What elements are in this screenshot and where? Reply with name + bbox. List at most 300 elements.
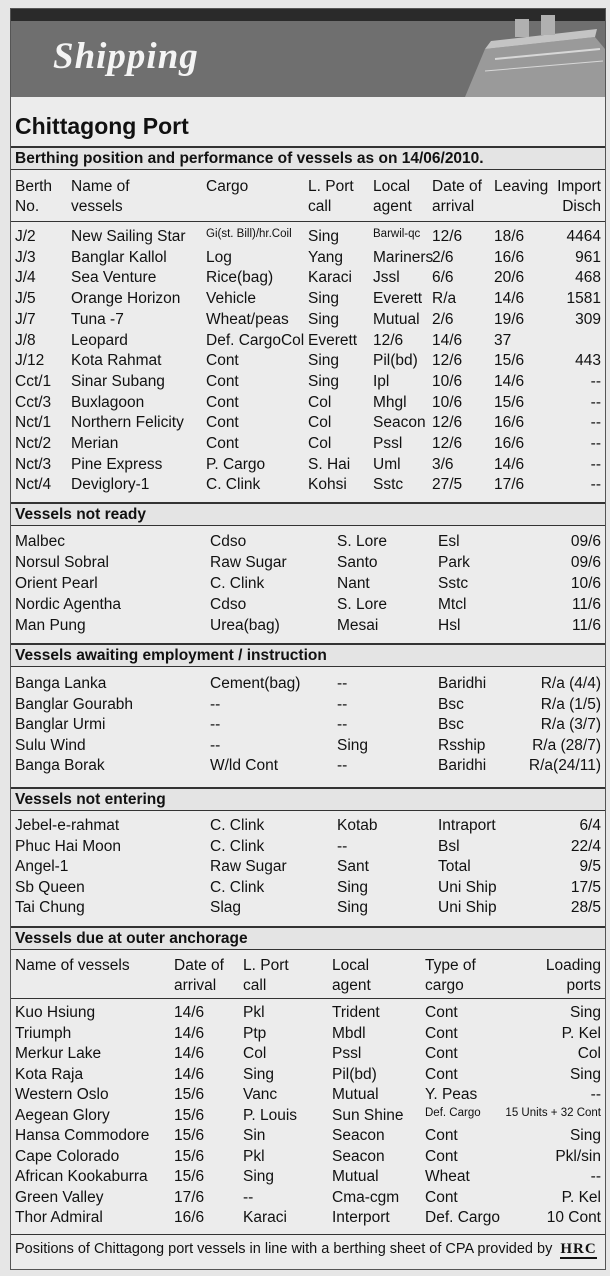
cell: Cma-cgm: [332, 1188, 400, 1206]
cell: Cont: [425, 1024, 458, 1042]
cell: Angel-1: [15, 858, 69, 876]
cell: Gi(st. Bill)/hr.Coil: [206, 228, 292, 240]
cell: Karaci: [243, 1209, 287, 1226]
table-row: [11, 899, 605, 919]
table-row: [11, 1127, 605, 1147]
cell: S. Hai: [308, 455, 351, 473]
cell: Kuo Hsiung: [15, 1004, 96, 1021]
cell: Seacon: [332, 1127, 385, 1144]
cell: Seacon: [373, 414, 426, 432]
table-row: [11, 596, 605, 616]
cell: Trident: [332, 1004, 380, 1021]
column-header: Disch: [562, 198, 601, 215]
cell: 19/6: [494, 310, 525, 328]
cell: Cement(bag): [210, 675, 301, 692]
cell: Bsl: [438, 837, 460, 855]
column-header: Leaving: [494, 178, 549, 195]
cell: Hansa Commodore: [15, 1127, 150, 1144]
cell: --: [590, 476, 601, 494]
cell: J/3: [15, 248, 36, 266]
cell: Western Oslo: [15, 1086, 109, 1103]
cell: 17/6: [174, 1188, 205, 1206]
cell: 15/6: [174, 1086, 205, 1103]
cell: Kota Rahmat: [71, 352, 162, 370]
banner-title: Shipping: [53, 36, 199, 77]
cell: 27/5: [432, 476, 463, 494]
cell: Banglar Kallol: [71, 248, 167, 266]
cell: Y. Peas: [425, 1086, 478, 1103]
header-rule: [11, 221, 605, 222]
cell: Karaci: [308, 269, 352, 287]
column-header: Local: [332, 957, 370, 974]
cell: Orient Pearl: [15, 575, 98, 592]
cell: --: [337, 757, 348, 775]
cell: Northern Felicity: [71, 414, 184, 432]
cell: 11/6: [571, 617, 601, 634]
cell: Rsship: [438, 736, 486, 754]
cell: Sinar Subang: [71, 372, 165, 390]
cell: 15/6: [174, 1106, 205, 1124]
cell: Banglar Urmi: [15, 716, 106, 734]
cell: 16/6: [174, 1209, 205, 1226]
table-row: [11, 737, 605, 757]
cell: Sing: [569, 1127, 601, 1144]
cell: 14/6: [174, 1004, 205, 1021]
table-row: [11, 290, 605, 310]
cell: Orange Horizon: [71, 290, 181, 308]
cell: Mesai: [337, 617, 379, 634]
table-row: [11, 716, 605, 736]
table-row: [11, 1004, 605, 1024]
cell: 443: [575, 352, 601, 370]
table-row: [11, 879, 605, 899]
cell: Tai Chung: [15, 899, 85, 917]
cell: 09/6: [570, 554, 601, 571]
cell: 14/6: [174, 1065, 205, 1083]
cell: Vehicle: [206, 290, 256, 308]
cell: R/a: [432, 290, 457, 308]
cell: Sant: [337, 858, 369, 876]
table-row: [11, 675, 605, 695]
table-row: [11, 554, 605, 574]
cell: 1581: [566, 290, 601, 308]
cell: Interport: [332, 1209, 390, 1226]
cell: --: [590, 393, 601, 411]
cell: 2/6: [432, 310, 454, 328]
table-row: [11, 696, 605, 716]
cell: Park: [438, 554, 470, 571]
table-row: [11, 249, 605, 269]
table-row: [11, 1107, 605, 1127]
cell: J/4: [15, 269, 36, 287]
cell: 9/5: [579, 858, 601, 876]
cell: Esl: [438, 533, 460, 550]
table-row: [11, 1189, 605, 1209]
cell: Cont: [425, 1127, 458, 1144]
cell: Col: [243, 1045, 267, 1062]
cell: P. Cargo: [206, 455, 266, 473]
cell: 09/6: [570, 533, 601, 550]
column-header: arrival: [432, 198, 475, 215]
cell: Sing: [569, 1004, 601, 1021]
cell: Cct/3: [15, 393, 52, 411]
cell: Cont: [425, 1147, 458, 1165]
cell: Thor Admiral: [15, 1209, 103, 1226]
cell: Sing: [337, 736, 369, 754]
cell: --: [210, 716, 221, 734]
table-row: [11, 533, 605, 553]
footer-rule: [11, 1234, 605, 1235]
cell: 14/6: [174, 1024, 205, 1042]
column-header: Name of vessels: [15, 957, 130, 974]
cell: --: [590, 1168, 601, 1185]
cell: Cont: [425, 1045, 458, 1062]
table-row: [11, 1045, 605, 1065]
cell: 15/6: [174, 1147, 205, 1165]
cell: Ptp: [243, 1024, 267, 1042]
cell: --: [243, 1188, 254, 1206]
cell: Wheat: [425, 1168, 470, 1185]
column-header: call: [243, 977, 267, 994]
cell: --: [210, 695, 221, 713]
cell: P. Louis: [243, 1106, 298, 1124]
cell: 10/6: [432, 393, 463, 411]
cell: S. Lore: [337, 533, 387, 550]
cell: --: [210, 736, 221, 754]
cell: J/5: [15, 290, 36, 308]
cell: 16/6: [494, 248, 525, 266]
cell: 6/4: [579, 817, 601, 834]
cell: Merian: [71, 435, 119, 452]
cell: Cdso: [210, 596, 247, 613]
cell: Nct/4: [15, 476, 52, 494]
cell: 309: [575, 310, 601, 328]
column-header: Import: [557, 178, 601, 195]
cell: Kotab: [337, 817, 378, 834]
cell: Kota Raja: [15, 1065, 84, 1083]
cell: Urea(bag): [210, 617, 280, 634]
cell: Banglar Gourabh: [15, 695, 134, 713]
cell: Sstc: [438, 575, 469, 592]
column-header: Berth: [15, 178, 53, 195]
awaiting-heading: Vessels awaiting employment / instruction: [11, 643, 605, 667]
cell: Tuna -7: [71, 310, 124, 328]
cell: Uni Ship: [438, 899, 497, 917]
table-row: [11, 414, 605, 434]
cell: Raw Sugar: [210, 554, 287, 571]
table-row: [11, 757, 605, 777]
cell: Sing: [337, 899, 369, 917]
cell: Cont: [425, 1188, 458, 1206]
cell: 15/6: [174, 1168, 205, 1185]
cell: New Sailing Star: [71, 228, 186, 245]
cell: Jebel-e-rahmat: [15, 817, 120, 834]
cell: Mhgl: [373, 393, 407, 411]
cell: Triumph: [15, 1024, 72, 1042]
column-header: vessels: [71, 198, 123, 215]
column-header: cargo: [425, 977, 464, 994]
cell: Mutual: [332, 1168, 379, 1185]
cell: Pine Express: [71, 455, 163, 473]
cell: Def. Cargo: [425, 1106, 481, 1119]
cell: 14/6: [494, 372, 525, 390]
cell: 15/6: [174, 1127, 205, 1144]
outer-heading: Vessels due at outer anchorage: [11, 926, 605, 950]
cell: Mutual: [373, 310, 420, 328]
cell: Ipl: [373, 372, 390, 390]
cell: Man Pung: [15, 617, 86, 634]
table-row: [11, 228, 605, 248]
cell: C. Clink: [210, 837, 265, 855]
cell: Col: [577, 1045, 601, 1062]
footer-note: [15, 1241, 597, 1258]
cell: 18/6: [494, 228, 525, 245]
table-row: [11, 1209, 605, 1229]
cell: R/a (4/4): [540, 675, 601, 692]
cell: Cont: [206, 393, 239, 411]
column-header: Local: [373, 178, 411, 195]
cell: 468: [575, 269, 601, 287]
cell: Jssl: [373, 269, 400, 287]
table-row: [11, 435, 605, 455]
cell: 16/6: [494, 414, 525, 432]
table-row: [11, 269, 605, 289]
cell: Buxlagoon: [71, 393, 145, 411]
cell: R/a (1/5): [540, 695, 601, 713]
cell: 6/6: [432, 269, 454, 287]
cell: 12/6: [432, 435, 463, 452]
cell: 22/4: [570, 837, 601, 855]
cell: 17/6: [494, 476, 525, 494]
cell: J/12: [15, 352, 45, 370]
cell: 15 Units + 32 Cont: [505, 1106, 601, 1119]
cell: 10/6: [570, 575, 601, 592]
not-entering-heading: Vessels not entering: [11, 787, 605, 811]
berthing-heading: Berthing position and performance of vessels as on 14/06/2010.: [11, 146, 605, 170]
table-row: [11, 1168, 605, 1188]
cell: Pkl: [243, 1147, 265, 1165]
cell: Sb Queen: [15, 878, 85, 896]
cell: Nct/1: [15, 414, 52, 432]
cell: 14/6: [174, 1045, 205, 1062]
cell: Def. CargoCol: [206, 331, 305, 349]
table-row: [11, 332, 605, 352]
cell: Intraport: [438, 817, 496, 834]
table-row: [11, 838, 605, 858]
cell: J/8: [15, 331, 36, 349]
column-header: agent: [373, 198, 412, 215]
cell: Col: [308, 435, 332, 452]
cell: Norsul Sobral: [15, 554, 109, 571]
cell: 11/6: [571, 596, 601, 613]
cell: 17/5: [570, 878, 601, 896]
column-header: Date of: [432, 178, 482, 195]
cell: Nct/2: [15, 435, 52, 452]
cell: Cont: [206, 352, 239, 370]
cell: J/7: [15, 310, 36, 328]
table-row: [11, 311, 605, 331]
cell: Cont: [425, 1065, 458, 1083]
column-header: No.: [15, 198, 40, 215]
cell: Sing: [243, 1065, 275, 1083]
cell: Col: [308, 393, 332, 411]
cell: Malbec: [15, 533, 65, 550]
cell: Total: [438, 858, 471, 876]
cell: Mtcl: [438, 596, 467, 613]
cell: Banga Borak: [15, 757, 105, 775]
cell: Sing: [243, 1168, 275, 1185]
cell: Log: [206, 248, 232, 266]
cell: Baridhi: [438, 757, 487, 775]
column-header: Date of: [174, 957, 224, 974]
table-row: [11, 1066, 605, 1086]
cell: Phuc Hai Moon: [15, 837, 121, 855]
cell: Green Valley: [15, 1188, 104, 1206]
cell: Sing: [337, 878, 369, 896]
column-header: arrival: [174, 977, 217, 994]
cell: P. Kel: [561, 1188, 601, 1206]
cell: 15/6: [494, 393, 525, 411]
table-row: [11, 352, 605, 372]
cell: Cdso: [210, 533, 247, 550]
column-header: ports: [566, 977, 601, 994]
column-header: L. Port: [308, 178, 354, 195]
cell: 14/6: [432, 331, 463, 349]
cell: 12/6: [432, 352, 463, 370]
cell: Sun Shine: [332, 1106, 404, 1124]
cell: Col: [308, 414, 332, 432]
ship-illustration: [455, 9, 605, 97]
cell: --: [590, 435, 601, 452]
table-row: [11, 394, 605, 414]
cell: Cct/1: [15, 372, 52, 390]
cell: African Kookaburra: [15, 1168, 148, 1185]
cell: 28/5: [570, 899, 601, 917]
cell: Sin: [243, 1127, 266, 1144]
cell: Uml: [373, 455, 401, 473]
cell: Nct/3: [15, 455, 52, 473]
cell: 4464: [566, 228, 601, 245]
column-header: Cargo: [206, 178, 249, 195]
cell: Cont: [206, 372, 239, 390]
cell: Nordic Agentha: [15, 596, 121, 613]
port-title: Chittagong Port: [15, 113, 189, 139]
cell: 12/6: [432, 414, 463, 432]
table-row: [11, 476, 605, 496]
cell: 10 Cont: [546, 1209, 601, 1226]
cell: P. Kel: [561, 1024, 601, 1042]
table-row: [11, 617, 605, 637]
cell: Yang: [308, 248, 344, 266]
cell: Def. Cargo: [425, 1209, 500, 1226]
cell: --: [590, 455, 601, 473]
cell: Everett: [373, 290, 423, 308]
cell: Sea Venture: [71, 269, 157, 287]
cell: --: [590, 372, 601, 390]
cell: Cont: [206, 414, 239, 432]
column-header: Name of: [71, 178, 130, 195]
cell: Leopard: [71, 331, 128, 349]
hrc-logo: HRC: [560, 1241, 597, 1257]
column-header: L. Port: [243, 957, 289, 974]
shipping-banner: [11, 9, 605, 97]
cell: Slag: [210, 899, 242, 917]
column-header: call: [308, 198, 332, 215]
table-row: [11, 1148, 605, 1168]
header-rule: [11, 998, 605, 999]
cell: 14/6: [494, 290, 525, 308]
table-row: [11, 817, 605, 837]
cell: Pil(bd): [373, 352, 418, 370]
cell: Santo: [337, 554, 378, 571]
table-row: [11, 1025, 605, 1045]
cell: R/a(24/11): [528, 757, 601, 775]
cell: Sing: [308, 372, 340, 390]
cell: R/a (3/7): [540, 716, 601, 734]
cell: Sing: [308, 228, 340, 245]
cell: Raw Sugar: [210, 858, 287, 876]
cell: J/2: [15, 228, 36, 245]
cell: Hsl: [438, 617, 461, 634]
cell: Mbdl: [332, 1024, 366, 1042]
cell: Sing: [308, 290, 340, 308]
cell: 10/6: [432, 372, 463, 390]
cell: --: [337, 837, 348, 855]
cell: 14/6: [494, 455, 525, 473]
cell: 12/6: [373, 331, 404, 349]
cell: Barwil-qc: [373, 228, 421, 240]
cell: Cont: [425, 1004, 458, 1021]
cell: Everett: [308, 331, 358, 349]
cell: 3/6: [432, 455, 454, 473]
cell: Mutual: [332, 1086, 379, 1103]
column-header: agent: [332, 977, 371, 994]
cell: --: [590, 1086, 601, 1103]
cell: Deviglory-1: [71, 476, 150, 494]
cell: Nant: [337, 575, 370, 592]
not-ready-heading: Vessels not ready: [11, 502, 605, 526]
table-row: [11, 373, 605, 393]
cell: R/a (28/7): [532, 736, 601, 754]
table-row: [11, 575, 605, 595]
cell: Sing: [308, 310, 340, 328]
column-header: Loading: [545, 957, 601, 974]
footer-text: Positions of Chittagong port vessels in line with a berthing sheet of CPA provided by: [15, 1241, 553, 1257]
shipping-page: [10, 8, 606, 1270]
cell: 20/6: [494, 269, 525, 287]
column-header: Type of: [425, 957, 476, 974]
cell: Sing: [569, 1065, 601, 1083]
cell: 16/6: [494, 435, 525, 452]
cell: Cont: [206, 435, 239, 452]
cell: Mariners: [373, 248, 434, 266]
table-row: [11, 858, 605, 878]
cell: 15/6: [494, 352, 525, 370]
cell: Seacon: [332, 1147, 385, 1165]
cell: Uni Ship: [438, 878, 497, 896]
table-row: [11, 456, 605, 476]
cell: Kohsi: [308, 476, 347, 494]
cell: Pkl/sin: [555, 1147, 601, 1165]
cell: Sstc: [373, 476, 404, 494]
cell: --: [337, 716, 348, 734]
cell: 37: [494, 331, 512, 349]
cell: Bsc: [438, 695, 464, 713]
cell: C. Clink: [210, 817, 265, 834]
cell: Aegean Glory: [15, 1106, 110, 1124]
cell: C. Clink: [210, 575, 265, 592]
cell: Pkl: [243, 1004, 265, 1021]
